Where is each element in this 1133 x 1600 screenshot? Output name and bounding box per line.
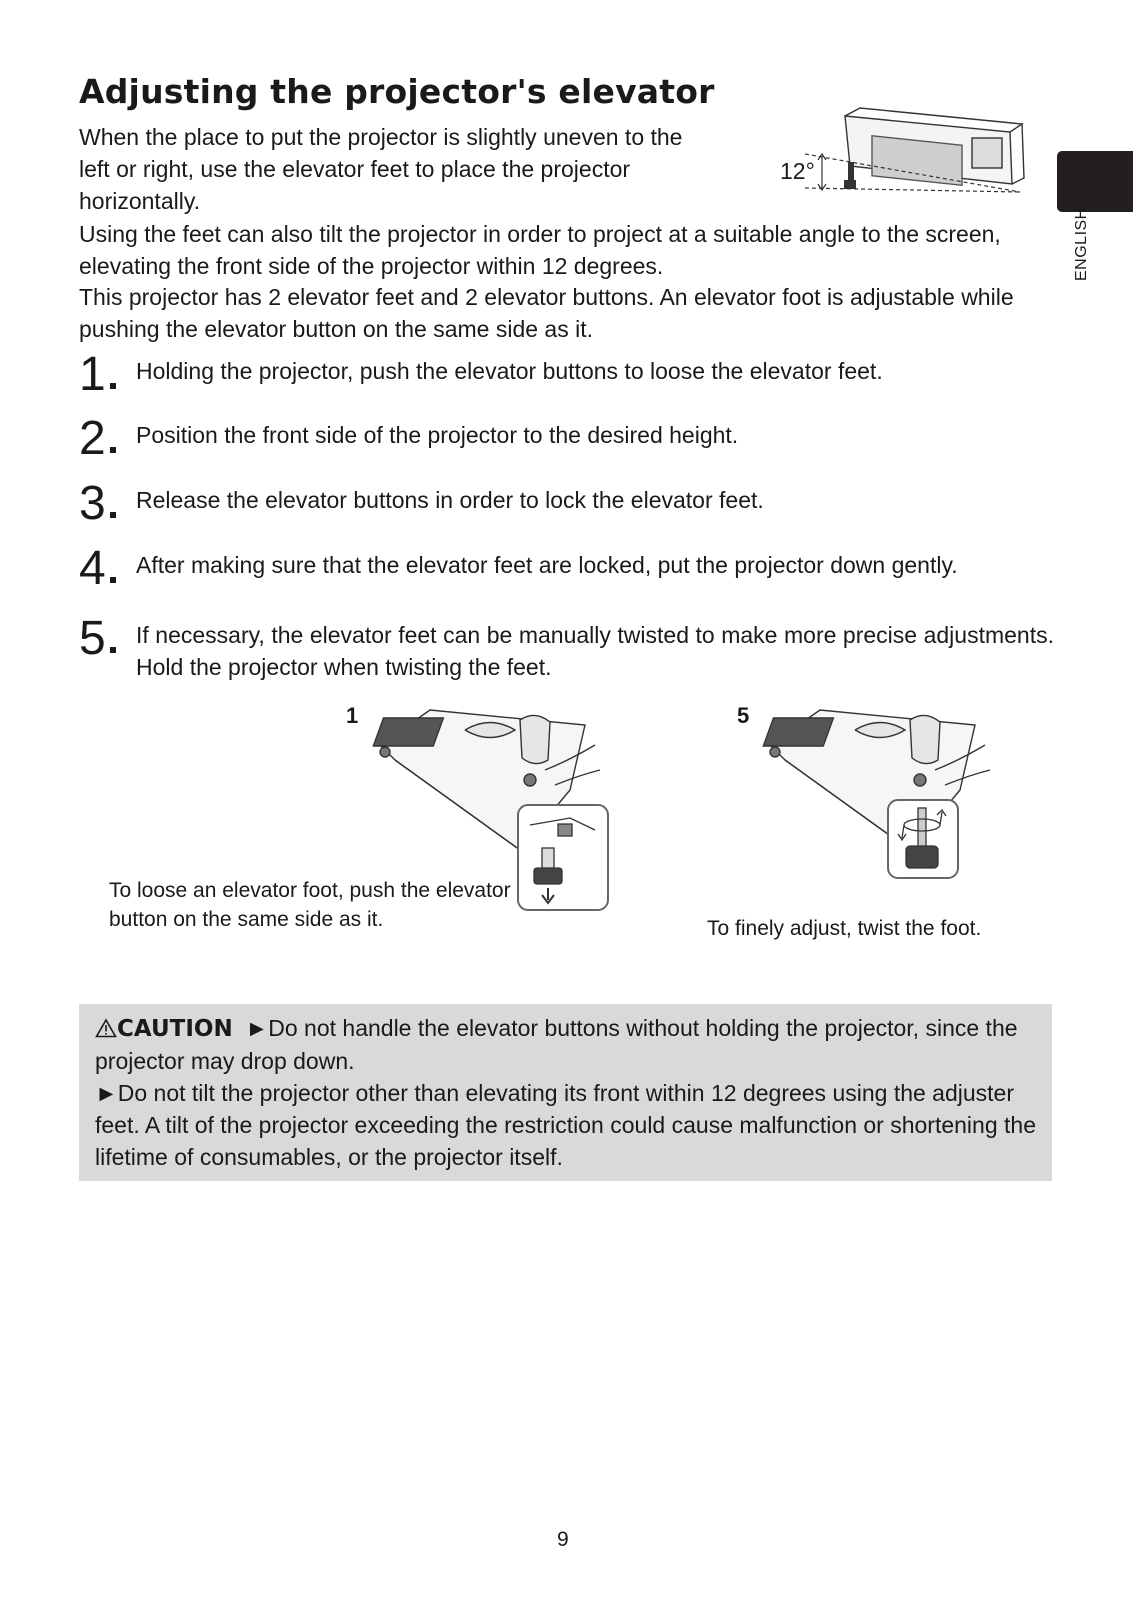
figure-1-number: 1 <box>346 703 359 728</box>
language-tab-marker <box>1057 151 1133 212</box>
step-text: Position the front side of the projector to the desired height. <box>136 422 739 448</box>
step-number: 1 <box>79 348 106 401</box>
tilt-angle-label: 12° <box>780 158 815 184</box>
step-number: 3 <box>79 477 106 530</box>
projector-tilt-illustration <box>760 104 1040 204</box>
caution-label: CAUTION <box>117 1016 233 1042</box>
step-text: Release the elevator buttons in order to lock the elevator feet. <box>136 487 764 513</box>
foot-twist-illustration <box>760 700 1020 900</box>
page-title: Adjusting the projector's elevator <box>79 72 715 111</box>
step-text: Holding the projector, push the elevator buttons to loose the elevator feet. <box>136 358 883 384</box>
intro-paragraph-1: When the place to put the projector is slightly uneven to the left or right, use the elevator feet to place the projector horizontally. <box>79 124 683 214</box>
step-number: 2 <box>79 412 106 465</box>
figure-1-caption: To loose an elevator foot, push the elevator button on the same side as it. <box>109 879 511 931</box>
step-number: 4 <box>79 542 106 595</box>
intro-paragraph-2: Using the feet can also tilt the projector in order to project at a suitable angle to the screen, elevating the front side of the projector within 12 degrees. <box>79 221 1001 279</box>
figure-5-number: 5 <box>737 703 750 728</box>
caution-item-1 <box>95 1012 1036 1077</box>
intro-paragraph-3: This projector has 2 elevator feet and 2 elevator buttons. An elevator foot is adjustable while pushing the elevator button on the same side as it. <box>79 284 1014 342</box>
caution-item-2: ►Do not tilt the projector other than elevating its front within 12 degrees using the adjuster feet. A tilt of the projector exceeding the restriction could cause malfunction or shortening the lifetime of consumables, or the projector itself. <box>95 1080 1036 1170</box>
caution-text-1: ►Do not handle the elevator buttons without holding the projector, since the projector may drop down. <box>95 1015 1018 1074</box>
step-text: If necessary, the elevator feet can be manually twisted to make more precise adjustments. Hold the projector when twisting the feet. <box>136 622 1054 680</box>
caution-box <box>79 1004 1052 1181</box>
step-number: 5 <box>79 612 106 665</box>
language-tab-label: ENGLISH <box>1073 207 1090 281</box>
page-number: 9 <box>557 1528 569 1551</box>
step-text: After making sure that the elevator feet are locked, put the projector down gently. <box>136 552 958 578</box>
figure-5-caption: To finely adjust, twist the foot. <box>707 917 982 940</box>
warning-triangle-icon <box>95 1018 117 1038</box>
